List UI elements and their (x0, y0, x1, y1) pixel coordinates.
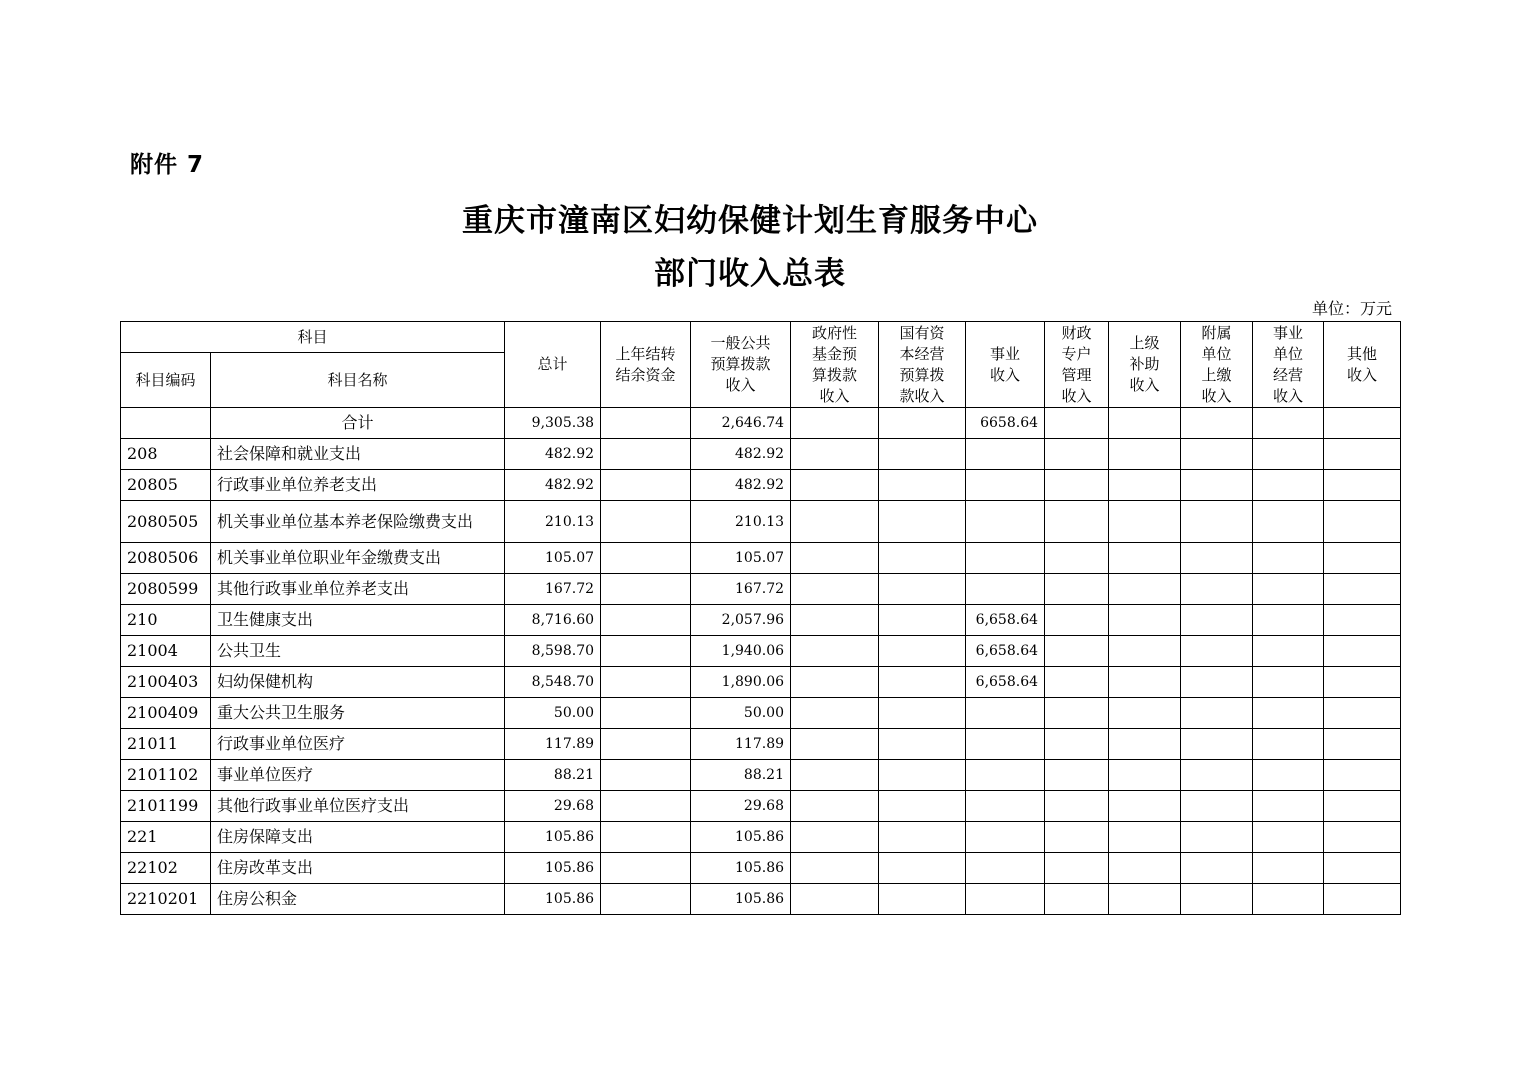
table-row (121, 698, 1401, 729)
row-carryover (601, 636, 691, 667)
header-subject-name: 科目名称 (211, 353, 505, 408)
row-total: 29.68 (505, 791, 601, 822)
row-state-capital (879, 698, 966, 729)
row-code: 20805 (121, 470, 211, 501)
row-total: 105.86 (505, 822, 601, 853)
row-fiscal-special (1045, 791, 1109, 822)
row-state-capital (879, 543, 966, 574)
header-other-income: 其他 收入 (1324, 322, 1401, 408)
row-code: 21004 (121, 636, 211, 667)
row-fiscal-special (1045, 853, 1109, 884)
table-row (121, 667, 1401, 698)
header-general-budget: 一般公共 预算拨款 收入 (691, 322, 791, 408)
row-carryover (601, 822, 691, 853)
row-business-operation (1253, 791, 1324, 822)
row-other-income (1324, 636, 1401, 667)
total-business-income: 6658.64 (966, 408, 1045, 439)
row-fiscal-special (1045, 667, 1109, 698)
row-gov-fund (791, 574, 879, 605)
header-business-income: 事业 收入 (966, 322, 1045, 408)
row-superior-subsidy (1109, 822, 1181, 853)
row-name: 妇幼保健机构 (211, 667, 505, 698)
row-name: 公共卫生 (211, 636, 505, 667)
row-general-budget: 1,890.06 (691, 667, 791, 698)
row-affiliated-turnover (1181, 698, 1253, 729)
row-general-budget: 105.86 (691, 822, 791, 853)
row-business-operation (1253, 501, 1324, 543)
row-superior-subsidy (1109, 501, 1181, 543)
row-business-operation (1253, 470, 1324, 501)
row-business-operation (1253, 439, 1324, 470)
row-business-operation (1253, 543, 1324, 574)
row-state-capital (879, 501, 966, 543)
table-row (121, 501, 1401, 543)
row-carryover (601, 760, 691, 791)
row-business-operation (1253, 636, 1324, 667)
row-business-operation (1253, 822, 1324, 853)
page-title: 重庆市潼南区妇幼保健计划生育服务中心 (462, 203, 1038, 239)
row-business-operation (1253, 667, 1324, 698)
row-total: 8,548.70 (505, 667, 601, 698)
row-total: 167.72 (505, 574, 601, 605)
row-total: 117.89 (505, 729, 601, 760)
row-affiliated-turnover (1181, 729, 1253, 760)
row-name: 机关事业单位职业年金缴费支出 (211, 543, 505, 574)
page-subtitle: 部门收入总表 (654, 256, 846, 292)
header-total: 总计 (505, 322, 601, 408)
row-other-income (1324, 760, 1401, 791)
attachment-label: 附件 7 (130, 152, 205, 178)
row-affiliated-turnover (1181, 543, 1253, 574)
row-affiliated-turnover (1181, 822, 1253, 853)
header-subject-group: 科目 (121, 322, 505, 353)
row-business-operation (1253, 853, 1324, 884)
header-fiscal-special: 财政 专户 管理 收入 (1045, 322, 1109, 408)
row-gov-fund (791, 667, 879, 698)
row-business-income (966, 853, 1045, 884)
row-affiliated-turnover (1181, 501, 1253, 543)
row-state-capital (879, 853, 966, 884)
row-name: 其他行政事业单位医疗支出 (211, 791, 505, 822)
row-state-capital (879, 760, 966, 791)
row-total: 105.07 (505, 543, 601, 574)
row-total: 8,716.60 (505, 605, 601, 636)
row-business-income (966, 698, 1045, 729)
row-code: 2100409 (121, 698, 211, 729)
row-business-operation (1253, 574, 1324, 605)
total-total: 9,305.38 (505, 408, 601, 439)
row-superior-subsidy (1109, 884, 1181, 915)
row-business-operation (1253, 605, 1324, 636)
row-superior-subsidy (1109, 853, 1181, 884)
row-fiscal-special (1045, 501, 1109, 543)
row-code: 2101102 (121, 760, 211, 791)
row-fiscal-special (1045, 543, 1109, 574)
row-other-income (1324, 574, 1401, 605)
row-other-income (1324, 605, 1401, 636)
row-superior-subsidy (1109, 667, 1181, 698)
header-superior-subsidy: 上级 补助 收入 (1109, 322, 1181, 408)
row-carryover (601, 501, 691, 543)
header-carryover: 上年结转 结余资金 (601, 322, 691, 408)
table-row (121, 791, 1401, 822)
row-affiliated-turnover (1181, 605, 1253, 636)
row-gov-fund (791, 791, 879, 822)
table-row (121, 729, 1401, 760)
row-name: 行政事业单位医疗 (211, 729, 505, 760)
row-other-income (1324, 729, 1401, 760)
row-state-capital (879, 636, 966, 667)
row-general-budget: 167.72 (691, 574, 791, 605)
row-carryover (601, 729, 691, 760)
row-superior-subsidy (1109, 636, 1181, 667)
row-total: 482.92 (505, 470, 601, 501)
row-gov-fund (791, 853, 879, 884)
row-fiscal-special (1045, 439, 1109, 470)
row-business-income (966, 884, 1045, 915)
table-row (121, 543, 1401, 574)
row-general-budget: 105.86 (691, 853, 791, 884)
row-carryover (601, 470, 691, 501)
row-other-income (1324, 470, 1401, 501)
table-row (121, 574, 1401, 605)
row-total: 88.21 (505, 760, 601, 791)
row-name: 卫生健康支出 (211, 605, 505, 636)
row-name: 住房改革支出 (211, 853, 505, 884)
total-general-budget: 2,646.74 (691, 408, 791, 439)
row-other-income (1324, 791, 1401, 822)
row-superior-subsidy (1109, 574, 1181, 605)
row-business-income: 6,658.64 (966, 636, 1045, 667)
row-fiscal-special (1045, 729, 1109, 760)
row-other-income (1324, 822, 1401, 853)
row-other-income (1324, 501, 1401, 543)
row-general-budget: 50.00 (691, 698, 791, 729)
row-business-income: 6,658.64 (966, 667, 1045, 698)
row-general-budget: 482.92 (691, 470, 791, 501)
row-business-income (966, 439, 1045, 470)
header-state-capital: 国有资 本经营 预算拨 款收入 (879, 322, 966, 408)
row-name: 重大公共卫生服务 (211, 698, 505, 729)
row-fiscal-special (1045, 698, 1109, 729)
row-affiliated-turnover (1181, 853, 1253, 884)
row-business-income (966, 760, 1045, 791)
row-name: 行政事业单位养老支出 (211, 470, 505, 501)
row-superior-subsidy (1109, 791, 1181, 822)
row-carryover (601, 791, 691, 822)
row-gov-fund (791, 729, 879, 760)
row-name: 其他行政事业单位养老支出 (211, 574, 505, 605)
row-gov-fund (791, 605, 879, 636)
row-total: 50.00 (505, 698, 601, 729)
table-row (121, 884, 1401, 915)
row-carryover (601, 884, 691, 915)
row-superior-subsidy (1109, 439, 1181, 470)
row-code: 21011 (121, 729, 211, 760)
row-gov-fund (791, 470, 879, 501)
row-carryover (601, 543, 691, 574)
row-affiliated-turnover (1181, 439, 1253, 470)
row-gov-fund (791, 543, 879, 574)
row-other-income (1324, 439, 1401, 470)
unit-label: 单位：万元 (1311, 299, 1392, 318)
row-superior-subsidy (1109, 698, 1181, 729)
row-state-capital (879, 822, 966, 853)
income-summary-table (120, 321, 1401, 915)
row-general-budget: 117.89 (691, 729, 791, 760)
row-gov-fund (791, 439, 879, 470)
row-fiscal-special (1045, 822, 1109, 853)
row-state-capital (879, 667, 966, 698)
row-total: 8,598.70 (505, 636, 601, 667)
row-name: 社会保障和就业支出 (211, 439, 505, 470)
table-row (121, 605, 1401, 636)
row-superior-subsidy (1109, 760, 1181, 791)
row-business-operation (1253, 729, 1324, 760)
row-code: 2080506 (121, 543, 211, 574)
row-business-income (966, 822, 1045, 853)
row-name: 住房保障支出 (211, 822, 505, 853)
row-superior-subsidy (1109, 543, 1181, 574)
row-carryover (601, 574, 691, 605)
row-state-capital (879, 439, 966, 470)
row-general-budget: 105.07 (691, 543, 791, 574)
row-code: 210 (121, 605, 211, 636)
table-row (121, 853, 1401, 884)
row-business-operation (1253, 884, 1324, 915)
row-gov-fund (791, 501, 879, 543)
row-general-budget: 29.68 (691, 791, 791, 822)
row-general-budget: 1,940.06 (691, 636, 791, 667)
row-superior-subsidy (1109, 729, 1181, 760)
row-gov-fund (791, 822, 879, 853)
row-state-capital (879, 884, 966, 915)
row-affiliated-turnover (1181, 667, 1253, 698)
header-subject-code: 科目编码 (121, 353, 211, 408)
table-row (121, 470, 1401, 501)
row-business-income (966, 470, 1045, 501)
row-affiliated-turnover (1181, 574, 1253, 605)
row-carryover (601, 667, 691, 698)
row-business-operation (1253, 760, 1324, 791)
row-gov-fund (791, 698, 879, 729)
total-row (121, 408, 1401, 439)
row-general-budget: 88.21 (691, 760, 791, 791)
table-row (121, 760, 1401, 791)
table-row (121, 439, 1401, 470)
row-business-income: 6,658.64 (966, 605, 1045, 636)
row-business-income (966, 543, 1045, 574)
row-affiliated-turnover (1181, 470, 1253, 501)
row-business-income (966, 501, 1045, 543)
row-other-income (1324, 698, 1401, 729)
row-general-budget: 2,057.96 (691, 605, 791, 636)
row-affiliated-turnover (1181, 791, 1253, 822)
header-gov-fund: 政府性 基金预 算拨款 收入 (791, 322, 879, 408)
row-fiscal-special (1045, 636, 1109, 667)
row-carryover (601, 439, 691, 470)
row-fiscal-special (1045, 884, 1109, 915)
row-total: 482.92 (505, 439, 601, 470)
row-state-capital (879, 605, 966, 636)
row-code: 22102 (121, 853, 211, 884)
row-code: 208 (121, 439, 211, 470)
row-carryover (601, 698, 691, 729)
row-general-budget: 105.86 (691, 884, 791, 915)
row-business-income (966, 791, 1045, 822)
row-fiscal-special (1045, 470, 1109, 501)
row-state-capital (879, 791, 966, 822)
header-business-operation: 事业 单位 经营 收入 (1253, 322, 1324, 408)
row-other-income (1324, 884, 1401, 915)
total-label: 合计 (211, 408, 505, 439)
row-general-budget: 210.13 (691, 501, 791, 543)
row-other-income (1324, 543, 1401, 574)
table-row (121, 636, 1401, 667)
row-superior-subsidy (1109, 470, 1181, 501)
row-code: 2080599 (121, 574, 211, 605)
row-state-capital (879, 574, 966, 605)
row-code: 221 (121, 822, 211, 853)
row-general-budget: 482.92 (691, 439, 791, 470)
row-superior-subsidy (1109, 605, 1181, 636)
row-fiscal-special (1045, 574, 1109, 605)
row-carryover (601, 853, 691, 884)
row-business-income (966, 574, 1045, 605)
row-state-capital (879, 729, 966, 760)
row-gov-fund (791, 760, 879, 791)
row-fiscal-special (1045, 760, 1109, 791)
row-state-capital (879, 470, 966, 501)
row-total: 210.13 (505, 501, 601, 543)
row-gov-fund (791, 636, 879, 667)
row-other-income (1324, 667, 1401, 698)
row-name: 事业单位医疗 (211, 760, 505, 791)
row-affiliated-turnover (1181, 884, 1253, 915)
row-business-operation (1253, 698, 1324, 729)
row-code: 2101199 (121, 791, 211, 822)
row-total: 105.86 (505, 884, 601, 915)
row-code: 2080505 (121, 501, 211, 543)
row-total: 105.86 (505, 853, 601, 884)
row-code: 2100403 (121, 667, 211, 698)
table-row (121, 822, 1401, 853)
row-name: 住房公积金 (211, 884, 505, 915)
row-other-income (1324, 853, 1401, 884)
row-gov-fund (791, 884, 879, 915)
row-carryover (601, 605, 691, 636)
row-affiliated-turnover (1181, 636, 1253, 667)
row-affiliated-turnover (1181, 760, 1253, 791)
row-code: 2210201 (121, 884, 211, 915)
row-fiscal-special (1045, 605, 1109, 636)
row-business-income (966, 729, 1045, 760)
row-name: 机关事业单位基本养老保险缴费支出 (211, 501, 505, 543)
header-affiliated-turnover: 附属 单位 上缴 收入 (1181, 322, 1253, 408)
